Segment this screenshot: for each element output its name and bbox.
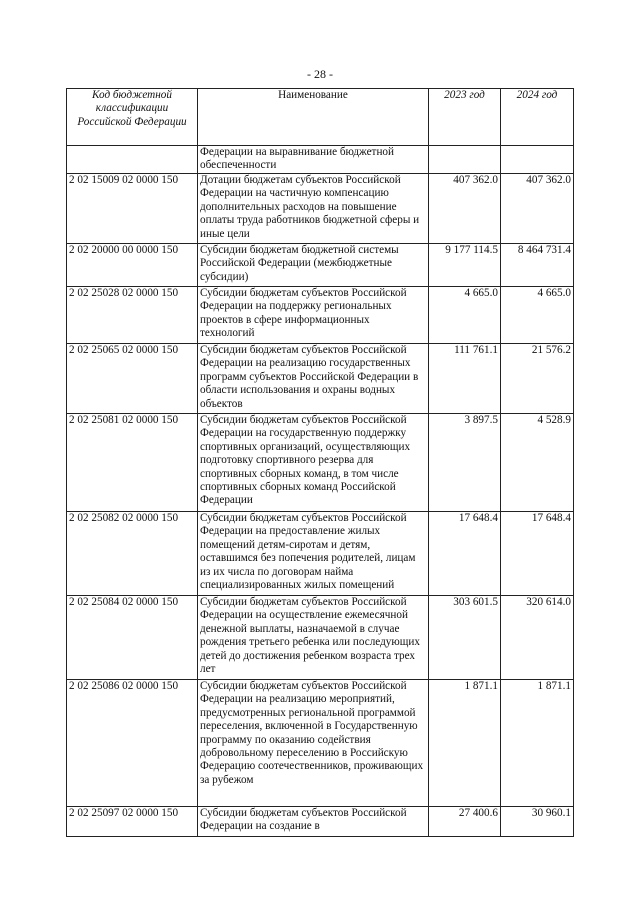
row-name: Субсидии бюджетам субъектов Российской Федерации на осуществление ежемесячной денежной выплаты, назначаемой в случае рождения третьего ребенка или последующих детей до достижения ребенком возраста трех лет [198, 596, 429, 680]
row-value-2024: 320 614.0 [501, 596, 574, 680]
row-value-2023: 303 601.5 [429, 596, 501, 680]
header-name: Наименование [198, 89, 429, 146]
row-value-2023: 27 400.6 [429, 807, 501, 837]
row-code: 2 02 25082 02 0000 150 [67, 512, 198, 596]
table-row [67, 680, 574, 807]
table-row [67, 287, 574, 344]
row-value-2024: 4 665.0 [501, 287, 574, 344]
row-code: 2 02 25065 02 0000 150 [67, 344, 198, 414]
row-value-2023: 1 871.1 [429, 680, 501, 807]
table-row [67, 244, 574, 287]
table-row [67, 512, 574, 596]
row-value-2024: 1 871.1 [501, 680, 574, 807]
header-year-2024: 2024 год [501, 89, 574, 146]
table-row [67, 807, 574, 837]
row-value-2024: 17 648.4 [501, 512, 574, 596]
budget-table [66, 88, 574, 837]
row-code: 2 02 25084 02 0000 150 [67, 596, 198, 680]
row-value-2023: 407 362.0 [429, 174, 501, 244]
table-header-row [67, 89, 574, 146]
row-value-2023: 17 648.4 [429, 512, 501, 596]
row-name: Субсидии бюджетам субъектов Российской Федерации на предоставление жилых помещений детям-сиротам и детям, оставшимся без попечения родителей, лицам из их числа по договорам найма специализированных жилых помещений [198, 512, 429, 596]
row-code: 2 02 25097 02 0000 150 [67, 807, 198, 837]
row-value-2024 [501, 146, 574, 174]
row-value-2023: 4 665.0 [429, 287, 501, 344]
header-code: Код бюджетной классификации Российской Федерации [67, 89, 198, 146]
header-year-2023: 2023 год [429, 89, 501, 146]
row-value-2024: 4 528.9 [501, 414, 574, 512]
row-name: Дотации бюджетам субъектов Российской Федерации на частичную компенсацию дополнительных расходов на повышение оплаты труда работников бюджетной сферы и иные цели [198, 174, 429, 244]
row-name: Федерации на выравнивание бюджетной обеспеченности [198, 146, 429, 174]
row-code: 2 02 15009 02 0000 150 [67, 174, 198, 244]
row-code: 2 02 25028 02 0000 150 [67, 287, 198, 344]
row-name: Субсидии бюджетам субъектов Российской Федерации на поддержку региональных проектов в сфере информационных технологий [198, 287, 429, 344]
table-row [67, 414, 574, 512]
table-row [67, 146, 574, 174]
table-row [67, 174, 574, 244]
row-value-2023: 111 761.1 [429, 344, 501, 414]
row-value-2024: 407 362.0 [501, 174, 574, 244]
row-code: 2 02 25086 02 0000 150 [67, 680, 198, 807]
row-value-2024: 8 464 731.4 [501, 244, 574, 287]
row-value-2024: 21 576.2 [501, 344, 574, 414]
row-name: Субсидии бюджетам субъектов Российской Федерации на реализацию мероприятий, предусмотренных региональной программой переселения, включенной в Государственную программу по оказанию содействия добровольному переселению в Российскую Федерацию соотечественников, проживающих за рубежом [198, 680, 429, 807]
table-row [67, 344, 574, 414]
row-code: 2 02 25081 02 0000 150 [67, 414, 198, 512]
page-number: - 28 - [307, 67, 333, 81]
row-name: Субсидии бюджетам бюджетной системы Российской Федерации (межбюджетные субсидии) [198, 244, 429, 287]
row-value-2023 [429, 146, 501, 174]
row-value-2023: 9 177 114.5 [429, 244, 501, 287]
row-code: 2 02 20000 00 0000 150 [67, 244, 198, 287]
row-value-2023: 3 897.5 [429, 414, 501, 512]
table-row [67, 596, 574, 680]
row-name: Субсидии бюджетам субъектов Российской Федерации на реализацию государственных программ субъектов Российской Федерации в области использования и охраны водных объектов [198, 344, 429, 414]
row-value-2024: 30 960.1 [501, 807, 574, 837]
row-name: Субсидии бюджетам субъектов Российской Федерации на создание в [198, 807, 429, 837]
row-name: Субсидии бюджетам субъектов Российской Федерации на государственную поддержку спортивных организаций, осуществляющих подготовку спортивного резерва для спортивных сборных команд, в том числе спортивных сборных команд Российской Федерации [198, 414, 429, 512]
row-code [67, 146, 198, 174]
